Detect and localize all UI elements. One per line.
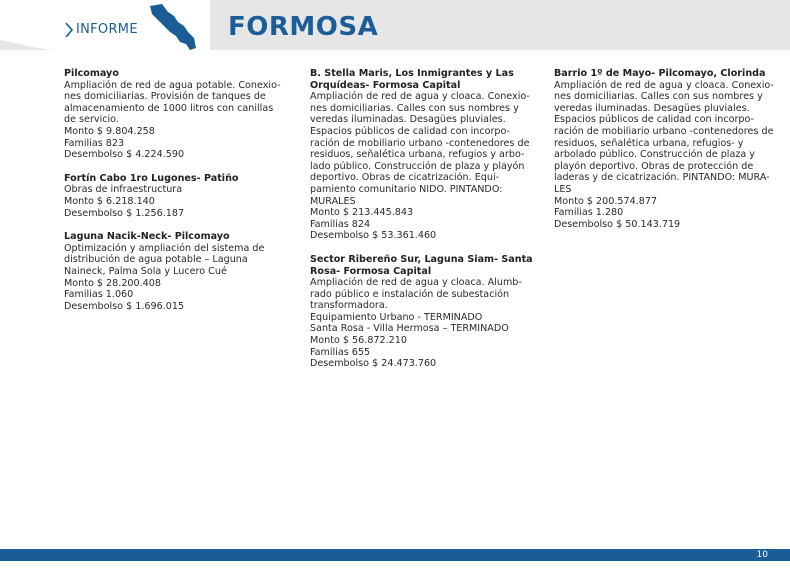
project-title: Laguna Nacik-Neck- Pilcomayo <box>64 231 230 243</box>
project-detail-line: playón deportivo. Obras de protección de <box>554 160 754 172</box>
chevron-right-icon <box>64 22 74 38</box>
column-2 <box>310 68 533 382</box>
column-3 <box>554 68 774 242</box>
project-detail-line: Familias 655 <box>310 346 371 358</box>
project-detail-line: Familias 824 <box>310 218 371 230</box>
province-title: FORMOSA <box>228 12 379 42</box>
page-number: 10 <box>756 550 768 560</box>
project-detail-line: Monto $ 56.872.210 <box>310 335 407 347</box>
section-label: INFORME <box>76 22 138 37</box>
project-detail-line: distribución de agua potable – Laguna <box>64 254 248 266</box>
project-detail-line: Equipamiento Urbano - TERMINADO <box>310 311 483 323</box>
project-detail-line: ración de mobiliario urbano -contenedores de <box>554 125 774 137</box>
project-detail-line: ración de mobiliario urbano -contenedores de <box>310 137 530 149</box>
project-title: Fortín Cabo 1ro Lugones- Patiño <box>64 172 239 184</box>
project-entry <box>310 253 533 370</box>
project-detail-line: rado público e instalación de subestación <box>310 288 510 300</box>
project-detail-line: Espacios públicos de calidad con incorpo- <box>310 125 511 137</box>
project-detail-line: transformadora. <box>310 300 388 312</box>
project-detail-line: residuos, señalética urbana, refugios- y <box>554 137 744 149</box>
project-detail-line: Obras de infraestructura <box>64 184 183 196</box>
project-detail-line: laderas y de cicatrización. PINTANDO: MURA- <box>554 172 770 184</box>
formosa-map-icon <box>148 2 198 52</box>
project-detail-line: Familias 823 <box>64 137 125 149</box>
project-detail-line: lado público. Construcción de plaza y playón <box>310 160 525 172</box>
project-detail-line: Familias 1.060 <box>64 289 134 301</box>
project-detail-line: Naineck, Palma Sola y Lucero Cué <box>64 265 227 277</box>
project-title: Pilcomayo <box>64 68 119 79</box>
project-detail-line: Ampliación de red de agua y cloaca. Alumb- <box>310 277 522 289</box>
project-title: Rosa- Formosa Capital <box>310 265 432 277</box>
project-title: Sector Ribereño Sur, Laguna Siam- Santa <box>310 253 533 265</box>
project-detail-line: Ampliación de red de agua y cloaca. Conexio- <box>554 79 774 91</box>
project-title: Orquídeas- Formosa Capital <box>310 79 461 91</box>
project-detail-line: Optimización y ampliación del sistema de <box>64 242 265 254</box>
project-detail-line: Monto $ 213.445.843 <box>310 207 414 219</box>
project-detail-line: MURALES <box>310 195 356 207</box>
project-detail-line: arbolado público. Construcción de plaza y <box>554 149 755 161</box>
project-detail-line: pamiento comunitario NIDO. PINTANDO: <box>310 183 503 195</box>
project-detail-line: veredas iluminadas. Desagües pluviales. <box>554 102 750 114</box>
project-detail-line: deportivo. Obras de cicatrización. Equi- <box>310 172 500 184</box>
project-detail-line: nes domiciliarias. Calles con sus nombres y <box>310 102 519 114</box>
project-detail-line: nes domiciliarias. Calles con sus nombres y <box>554 91 763 103</box>
project-detail-line: Monto $ 9.804.258 <box>64 125 155 137</box>
footer-bar <box>0 549 790 561</box>
project-detail-line: Desembolso $ 53.361.460 <box>310 230 437 242</box>
column-1 <box>64 68 284 324</box>
page-header <box>0 0 790 50</box>
project-detail-line: Monto $ 200.574.877 <box>554 195 658 207</box>
project-detail-line: Desembolso $ 50.143.719 <box>554 218 681 230</box>
project-detail-line: veredas iluminadas. Desagües pluviales. <box>310 114 506 126</box>
project-title: Barrio 1º de Mayo- Pilcomayo, Clorinda <box>554 68 766 79</box>
project-detail-line: almacenamiento de 1000 litros con canillas <box>64 102 274 114</box>
project-detail-line: Desembolso $ 1.256.187 <box>64 207 185 219</box>
project-detail-line: Monto $ 28.200.408 <box>64 277 161 289</box>
project-detail-line: Desembolso $ 1.696.015 <box>64 300 185 312</box>
project-entry <box>64 173 284 219</box>
project-detail-line: residuos, señalética urbana, refugios y arbo- <box>310 149 525 161</box>
project-detail-line: Monto $ 6.218.140 <box>64 195 155 207</box>
project-detail-line: de servicio. <box>64 114 119 126</box>
project-detail-line: Familias 1.280 <box>554 207 624 219</box>
project-entry <box>64 68 284 161</box>
project-detail-line: Desembolso $ 24.473.760 <box>310 358 437 370</box>
project-title: B. Stella Maris, Los Inmigrantes y Las <box>310 68 514 79</box>
project-detail-line: nes domiciliarias. Provisión de tanques de <box>64 91 266 103</box>
project-detail-line: Ampliación de red de agua potable. Conexio- <box>64 79 281 91</box>
project-entry <box>310 68 530 242</box>
project-entry <box>554 68 774 230</box>
project-detail-line: Ampliación de red de agua y cloaca. Conexio- <box>310 91 530 103</box>
project-detail-line: Espacios públicos de calidad con incorpo- <box>554 114 755 126</box>
project-detail-line: Desembolso $ 4.224.590 <box>64 149 185 161</box>
project-detail-line: LES <box>554 183 572 195</box>
project-detail-line: Santa Rosa - Villa Hermosa – TERMINADO <box>310 323 509 335</box>
project-entry <box>64 231 284 312</box>
